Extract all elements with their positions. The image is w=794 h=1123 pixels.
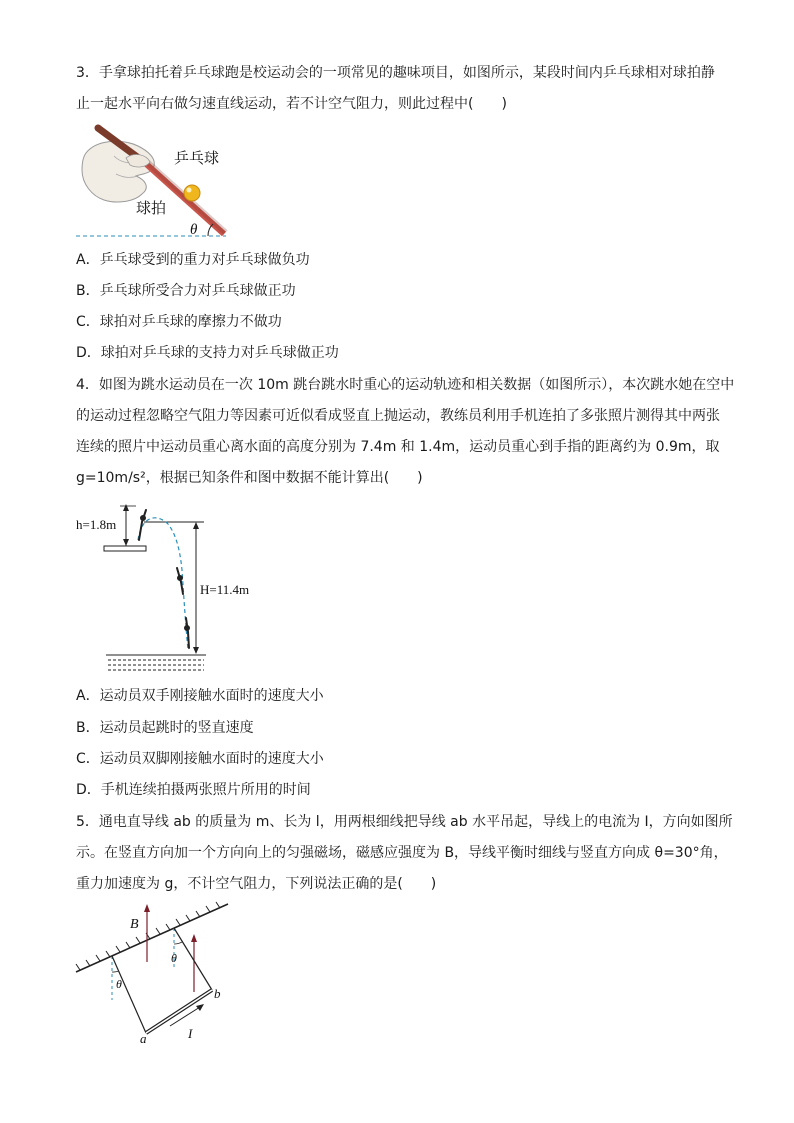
q4-stem-line1: 4．如图为跳水运动员在一次 10m 跳台跳水时重心的运动轨迹和相关数据（如图所示），本次跳水她在空中 [76,377,735,393]
q4-option-d: D．手机连续拍摄两张照片所用的时间 [76,782,311,798]
q5-wire-figure [70,900,240,1045]
platform [104,546,146,551]
b-end-label: b [214,986,221,1001]
q3-option-b: B．乒乓球所受合力对乒乓球做正功 [76,283,296,299]
ping-pong-ball [184,185,200,201]
thread-left [112,956,146,1033]
q3-stem-line1: 3．手拿球拍托着乒乓球跑是校运动会的一项常见的趣味项目，如图所示，某段时间内乒乓球相对球拍静 [76,65,715,81]
q4-option-a: A．运动员双手刚接触水面时的速度大小 [76,688,324,704]
H-label: H=11.4m [200,582,250,597]
q5-stem-line2: 示。在竖直方向加一个方向向上的匀强磁场，磁感应强度为 B，导线平衡时细线与竖直方向成 θ=30°角， [76,845,728,861]
b-label: B [130,917,139,932]
q4-stem-line4: g=10m/s²，根据已知条件和图中数据不能计算出( ) [76,470,423,486]
q4-stem-line2: 的运动过程忽略空气阻力等因素可近似看成竖直上抛运动，教练员利用手机连拍了多张照片测得其中两张 [76,408,720,424]
q5-stem-line3: 重力加速度为 g，不计空气阻力，下列说法正确的是( ) [76,876,437,892]
angle-label: θ [190,222,198,238]
current-label: I [188,1026,193,1041]
a-label: a [140,1031,147,1045]
ball-label: 乒乓球 [174,150,220,167]
ceiling-hatch [76,902,220,970]
diver-icon [139,510,146,540]
theta-right-label: θ [171,951,177,965]
diver-icon [177,568,183,594]
q3-stem-line2: 止一起水平向右做匀速直线运动，若不计空气阻力，则此过程中( ) [76,96,507,112]
q4-diving-figure [76,500,256,675]
q3-option-d: D．球拍对乒乓球的支持力对乒乓球做正功 [76,345,339,361]
racket-label: 球拍 [136,200,167,217]
theta-left-label: θ [116,977,122,991]
q4-option-b: B．运动员起跳时的竖直速度 [76,720,254,736]
q4-option-c: C．运动员双脚刚接触水面时的速度大小 [76,751,324,767]
water-surface [106,655,206,670]
q3-option-c: C．球拍对乒乓球的摩擦力不做功 [76,314,282,330]
q5-stem-line1: 5．通电直导线 ab 的质量为 m、长为 l，用两根细线把导线 ab 水平吊起，导线上的电流为 I，方向如图所 [76,814,733,830]
q3-option-a: A．乒乓球受到的重力对乒乓球做负功 [76,252,310,268]
q3-racket-figure [76,118,256,243]
q4-stem-line3: 连续的照片中运动员重心离水面的高度分别为 7.4m 和 1.4m，运动员重心到手指的距离约为 0.9m，取 [76,439,720,455]
ceiling-line [76,904,228,972]
h-label: h=1.8m [76,517,117,532]
hand-shape [82,141,154,202]
